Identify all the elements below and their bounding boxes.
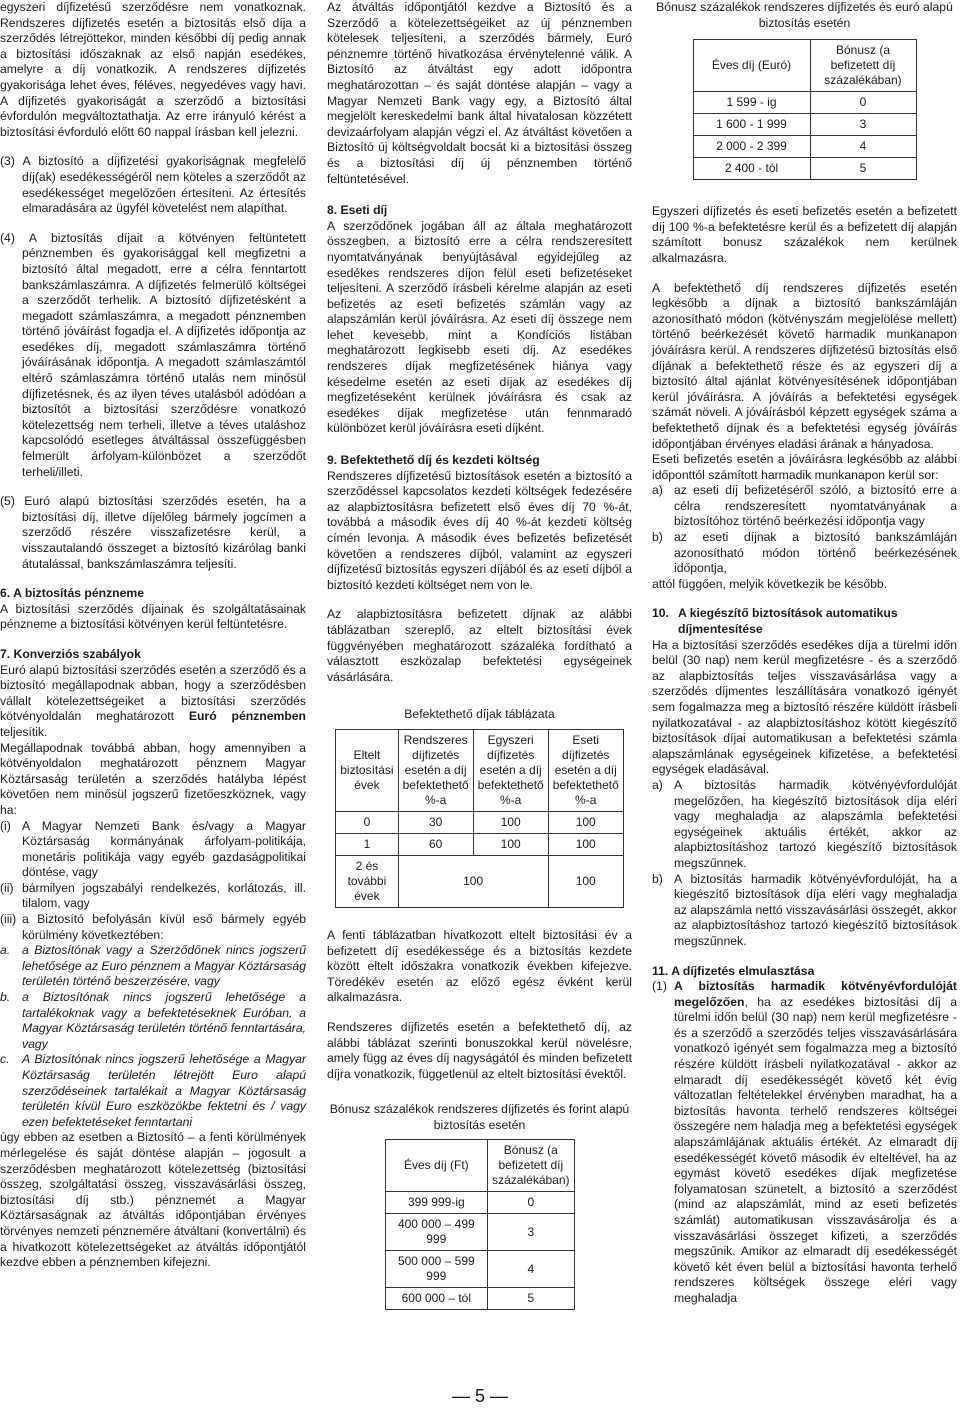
- table-cell: 500 000 – 599 999: [385, 1251, 488, 1288]
- table-header-cell: Bónusz (a befizetett díj százalékában): [810, 40, 916, 92]
- section-heading-6: 6. A biztosítás pénzneme: [0, 586, 145, 601]
- table-cell: 100: [548, 833, 623, 855]
- table-cell: 4: [488, 1251, 574, 1288]
- paragraph: A szerződőnek jogában áll az általa meghatározott összegben, a biztosító erre a célra rendszeresített nyomtatványának benyújtásával egyidejűleg az esedékes rendszeres díjon felül eseti befizetéseket teljesíteni. A szerződő írásbeli kérelme alapján az eseti befizetés az eseti befizetés számlán vagy az alapszámlán kerül jóváírásra. Az eseti díj összege nem lehet kevesebb, mint a Kondíciós listában meghatározott legkisebb eseti díj. Az esedékes rendszeres díjak megfizetésének hiánya vagy késedelme esetén az eseti díjak az esedékes díj megfizetéseként kerülnek jóváírásra és csak az esedékes díjak megfizetése után fennmaradó különbözet kerül jóváírásra eseti díjként.: [327, 218, 632, 436]
- list-text: A Magyar Nemzeti Bank és/vagy a Magyar Köztársaság kormányának árfolyam-politikája, monetáris politikája vagy egyéb gazdaságpolitikai döntése, vagy: [22, 818, 306, 880]
- table-row: [336, 811, 624, 833]
- table-cell: 5: [488, 1288, 574, 1310]
- table-cell: 1: [336, 833, 398, 855]
- text: Euró alapú biztosítási szerződés esetén a szerződő és a biztosító megállapodnak abban, hogy a szerződésben vállalt kötelezettségeiket a biztosítási szerződés kötvényoldalán meghatározott: [0, 662, 306, 724]
- paragraph: Megállapodnak továbbá abban, hogy amennyiben a kötvényoldalon meghatározott pénznem Magyar Köztársaság területén a szerződés hatályba lépést követően nem minősül jogszerű fizetőeszköznek, vagy ha:: [0, 740, 306, 817]
- table-row: [693, 136, 916, 158]
- page-number: — 5 —: [451, 1386, 508, 1406]
- table-row: [693, 114, 916, 136]
- list-item: [652, 872, 957, 950]
- list-text: bármilyen jogszabályi rendelkezés, korlátozás, ill. tilalom, vagy: [22, 880, 306, 911]
- column-middle: [327, 0, 632, 1310]
- table-cell: 100: [398, 855, 548, 907]
- paragraph: Ha a biztosítási szerződés esedékes díja a türelmi időn belül (30 nap) nem kerül megfizetésre - és a szerződő az alapbiztosítás teljes visszavásárlása vagy a szerződés díjmentes leszállítására vonatkozó igényét sem fogalmazza meg a biztosító részére küldött írásbeli nyilatkozatával - az alapbiztosításhoz kötött kiegészítő biztosítások díjai automatikusan a befektetési számla alapszámlának egységeinek kifizetése, a befektetési egységek eladásával.: [652, 637, 957, 777]
- ab-list: [652, 483, 957, 577]
- emphasis-text: Euró pénznemben: [188, 709, 306, 724]
- table-cell: 2 és további évek: [336, 855, 398, 907]
- table-header-cell: Éves díj (Ft): [385, 1140, 488, 1192]
- paragraph: Rendszeres díjfizetésű biztosítások esetén a biztosító a szerződéssel kapcsolatos kezdeti költségek fedezésére az alapbiztosításra befizetett első éves díj 70 %-át, továbbá a második éves díj 40 %-át kezdeti költség címén levonja. A második éves befizetés befizetését követően a rendszeres díjból, valamint az egyszeri díjfizetésű biztosítás egyszeri díjából és az eseti díjból a biztosító kezdeti költséget nem von le.: [327, 468, 632, 592]
- table-row: [385, 1251, 574, 1288]
- table-cell: 30: [398, 811, 473, 833]
- table-cell: 0: [810, 92, 916, 114]
- paragraph: Az alapbiztosításra befizetett díjnak az alábbi táblázatban szereplő, az eltelt biztosítási évek függvényében meghatározott százaléka fordítható a választott eszközalap befektetési egységeinek vásárlására.: [327, 607, 632, 684]
- list-text: a Biztosító befolyásán kívül eső bármely egyéb körülmény következtében:: [22, 912, 306, 942]
- list-text: az eseti díj befizetéséről szóló, a biztosító erre a célra rendszeresített nyomtatványának a biztosítóhoz történő beérkezési időpontja vagy: [674, 483, 957, 529]
- table-header-cell: Éves díj (Euró): [693, 40, 810, 92]
- paragraph-4: (4) A biztosítás díjait a kötvényen feltüntetett pénznemben és gyakorisággal kell megfizetni a biztosító által megadott, erre a célra fenntartott bankszámlaszámra. A díjfizetés felmerülő költségei a szerződőt terhelik. A biztosító díjfizetésként a megadott számlaszámra, a megadott pénznemben történő jóváírást fogadja el. A díjfizetés időpontja az esedékes díj, megadott számlaszámra történő jóváírásának időpontja. A megadott számlaszámtól eltérő számlaszámra történő utalás nem minősül díjfizetésnek, és az ilyen téves utalásból adódóan a biztosítót a biztosítási szerződésre vonatkozó kötelezettség nem terheli, illetve a téves utaláshoz kapcsolódó esetleges átváltással összefüggésben felmerült árfolyam-különbözet a szerződőt terheli/illeti.: [0, 230, 306, 479]
- table-cell: 2 400 - tól: [693, 158, 810, 180]
- paragraph: attól függően, melyik következik be később.: [652, 576, 888, 591]
- table-cell: 4: [810, 136, 916, 158]
- table-row: [336, 855, 624, 907]
- table-cell: 3: [488, 1214, 574, 1251]
- list-text: A biztosítás harmadik kötvényévfordulóját, ha a kiegészítő biztosítások díja eléri vagy meghaladja az alapszámla nettó visszavásárlási összegét, akkor az alapbiztosításhoz tartozó kiegészítő biztosítások megszűnnek.: [674, 871, 957, 948]
- bonus-huf-table-block: [327, 1102, 632, 1310]
- section-heading-11: 11. A díjfizetés elmulasztása: [652, 963, 815, 978]
- roman-list: [0, 819, 306, 944]
- automatic-waiver-list: [652, 778, 957, 950]
- table-caption: Befektethető díjak táblázata: [404, 707, 555, 722]
- bonus-eur-table-block: [652, 0, 957, 180]
- section-heading-8: 8. Eseti díj: [327, 203, 388, 218]
- list-text: A Biztosítónak nincs jogszerű lehetősége a Magyar Köztársaság területén létrejött Euro alapú szerződéseinek tartalékait a Magyar Köztársaság területén kívül Euro eszközökbe fektetni és / vagy ezen befektetéseket fenntartani: [22, 1052, 306, 1129]
- paragraph: A biztosítási szerződés díjainak és szolgáltatásainak pénzneme a biztosítási kötvényen kerül feltüntetésre.: [0, 601, 306, 632]
- paragraph: A fenti táblázatban hivatkozott eltelt biztosítási év a befizetett díj esedékessége és a biztosítás kezdete között eltelt időszakra vonatkozik években kifejezve. Töredékév esetén az előző egész évként kerül alkalmazásra.: [327, 927, 632, 1005]
- investable-premium-table: [335, 729, 624, 908]
- table-header-cell: Eseti díjfizetés esetén a díj befektethető %-a: [548, 729, 623, 811]
- table-cell: 100: [473, 811, 548, 833]
- paragraph: egyszeri díjfizetésű szerződésre nem vonatkoznak. Rendszeres díjfizetés esetén a biztosítás első díja a szerződés létrejöttekor, minden későbbi díj pedig annak a biztosítási időszaknak az első napján esedékes, amelyre a díj vonatkozik. A rendszeres díjfizetés gyakorisága lehet éves, féléves, negyedéves vagy havi. A díjfizetés gyakoriságát a szerződő a biztosítási évfordulón megváltoztathatja. Az erre irányuló kérést a biztosítási évforduló előtt 60 nappal írásban kell jelezni.: [0, 0, 306, 139]
- table-row: [693, 158, 916, 180]
- list-text: a Biztosítónak vagy a Szerződőnek nincs jogszerű lehetősége az Euro pénznem a Magyar Köztársaság területén történő beszerzésére, vagy: [22, 943, 306, 989]
- column-right: [652, 0, 957, 1307]
- paragraph: A befektethető díj rendszeres díjfizetés esetén legkésőbb a díjnak a biztosító bankszámláján azonosítható módon (kötvényszám megjelölése mellett) történő beérkezését követő harmadik munkanapon jóváírásra kerül. A rendszeres díjfizetésű biztosítás első díjának a befektethető része és az egyszeri díj a biztosító által ajánlat kötvényesítésének időpontjában kerül jóváírásra. A jóváírás a befektetési egységek számát növeli. A jóváírásból képzett egységek száma a befektethető díjnak és a befektetési egység jóváírás időpontjában érvényes eladási árának a hányadosa.: [652, 280, 957, 451]
- list-text: a Biztosítónak nincs jogszerű lehetősége a tartalékoknak vagy a befektetéseknek Euróban, a Magyar Köztársaság területén történő fenntartására, vagy: [22, 990, 306, 1051]
- table-cell: 5: [810, 158, 916, 180]
- bonus-huf-table: [385, 1139, 575, 1310]
- emphasis-text: A biztosítás harmadik kötvényévfordulóját megelőzően: [674, 979, 957, 1009]
- table-row: [385, 1192, 574, 1214]
- table-header-cell: Egyszeri díjfizetés esetén a díj befektethető %-a: [473, 729, 548, 811]
- list-item: [0, 1052, 306, 1130]
- alpha-list: [0, 943, 306, 1130]
- table-cell: 1 600 - 1 999: [693, 114, 810, 136]
- list-marker: (i): [0, 818, 11, 833]
- table-row: [385, 1288, 574, 1310]
- list-marker: (ii): [0, 880, 14, 895]
- list-item: [0, 819, 306, 881]
- table-cell: 1 599 - ig: [693, 92, 810, 114]
- table-cell: 399 999-ig: [385, 1192, 488, 1214]
- list-marker: a): [652, 483, 663, 498]
- paragraph-5: (5) Euró alapú biztosítási szerződés esetén, ha a biztosítási díj, illetve díjelőleg bármely jogcímen a szerződő részére visszafizetésre kerül, a visszautalandó összeget a biztosító kizárólag banki átutalással, bankszámlaszámra teljesíti.: [0, 494, 306, 571]
- list-marker: c.: [0, 1052, 10, 1067]
- paragraph: Az átváltás időpontjától kezdve a Biztosító és a Szerződő a kötelezettségeiket az új pénznemben kötelesek teljesíteni, a szerződés bármely, Euró pénznemre történő hivatkozása érvénytelenné válik. A Biztosító az átváltást egy adott időpontra meghatározottan – és saját döntése alapján – vagy a Magyar Nemzeti Bank vagy egy, a Biztosító által megjelölt kereskedelmi bank által hivatalosan közzétett devizaárfolyam alapján végzi el. Az átváltást követően a Biztosító új költségvoldalt bocsát ki a biztosítási összeg és a biztosítási díj új pénznemben történő feltüntetésével.: [327, 0, 632, 186]
- table-cell: 2 000 - 2 399: [693, 136, 810, 158]
- list-marker: b.: [0, 990, 11, 1005]
- list-marker: a): [652, 777, 663, 792]
- list-text: az eseti díjnak a biztosító bankszámláján azonosítható módon történő beérkezésének időpontja,: [674, 530, 957, 576]
- paragraph: Rendszeres díjfizetés esetén a befektethető díj, az alábbi táblázat szerinti bonuszokkal kerül növelésre, amely függ az éves díj nagyságától és minden befizetett díjra vonatkozik, függetlenül az eltelt biztosítási évektől.: [327, 1019, 632, 1081]
- section-heading-10: [652, 606, 957, 637]
- table-header-row: [385, 1140, 574, 1192]
- text: teljesítik.: [0, 724, 48, 739]
- list-item: [0, 990, 306, 1052]
- paragraph: Eseti befizetés esetén a jóváírásra legkésőbb az alábbi időponttól számított harmadik munkanapon kerül sor:: [652, 452, 957, 482]
- table-cell: 0: [488, 1192, 574, 1214]
- table-cell: 600 000 – tól: [385, 1288, 488, 1310]
- heading-text: A kiegészítő biztosítások automatikus díjmentesítése: [678, 606, 898, 637]
- text: , ha az esedékes biztosítási díj a türelmi időn belül (30 nap) nem kerül megfizetésre - és a szerződő a szerződés teljes visszavásárlására vonatkozó igényét sem fogalmazza meg a biztosító részére küldött írásbeli nyilatkozatával - akkor az elmaradt díj esedékességét követő két évig változatlan feltételekkel érvényben maradhat, ha a biztosítás havonta terhelő rendszeres költségei összegére nem haladja meg a befektetési egységek alapszámlájának aktuális értékét. Az elmaradt díj esedékességét követő második év elteltével, ha az egymást követő esedékes díjak megfizetése folyamatosan szünetelt, a biztosító a szerződést (mind az alapszámlát, mind az eseti befizetés számlát) automatikusan visszavásárolja és a visszavásárlási összeget kifizeti, a szerződés megszűnik. Amikor az elmaradt díj esedékességét követő két éven belül a biztosítási havonta terhelő rendszeres költségek összege eléri vagy meghaladja: [674, 994, 957, 1305]
- list-item: [0, 943, 306, 990]
- table-header-row: [693, 40, 916, 92]
- table-caption: Bónusz százalékok rendszeres díjfizetés és forint alapú biztosítás esetén: [329, 1102, 630, 1132]
- table-header-row: [336, 729, 624, 811]
- table-cell: 100: [548, 811, 623, 833]
- table-header-cell: Rendszeres díjfizetés esetén a díj befektethető %-a: [398, 729, 473, 811]
- table-row: [693, 92, 916, 114]
- paragraph: úgy ebben az esetben a Biztosító – a fenti körülmények mérlegelése és saját döntése alapján – jogosult a szerződésben meghatározott kötelezettség (biztosítási összeg, szolgáltatási összeg, visszavásárlási összeg, biztosítási díj stb.) pénznemét a Magyar Köztársaságnak az átváltás időpontjában érvényes törvényes nemzeti pénznemére átváltani (konvertálni) és a hivatkozott kötelezettségeket az átváltás időpontjától kezdve ebben a pénznemben kifejezni.: [0, 1130, 306, 1270]
- table-header-cell: Eltelt biztosítási évek: [336, 729, 398, 811]
- list-marker: (iii): [0, 912, 17, 927]
- table-row: [336, 833, 624, 855]
- list-marker: b): [652, 530, 663, 545]
- section-heading-7: 7. Konverziós szabályok: [0, 646, 141, 661]
- table-cell: 3: [810, 114, 916, 136]
- list-marker: b): [652, 871, 663, 886]
- heading-number: 10.: [652, 606, 669, 621]
- list-text: [674, 979, 957, 1306]
- table-caption: Bónusz százalékok rendszeres díjfizetés és euró alapú biztosítás esetén: [656, 0, 953, 30]
- table-header-cell: Bónusz (a befizetett díj százalékában): [488, 1140, 574, 1192]
- list-item: [652, 530, 957, 577]
- column-left: [0, 0, 306, 1271]
- table-row: [385, 1214, 574, 1251]
- paragraph: [0, 663, 306, 741]
- list-text: A biztosítás harmadik kötvényévfordulóját megelőzően, ha kiegészítő biztosítások díja eléri vagy meghaladja az alapszámla befektetési egységeinek aktuális értékét, akkor az alapbiztosításhoz tartozó kiegészítő biztosítások megszűnnek.: [674, 777, 957, 870]
- list-item: [652, 778, 957, 872]
- list-item: [652, 979, 957, 1306]
- paragraph-3: (3) A biztosító a díjfizetési gyakoriságnak megfelelő díj(ak) esedékességéről nem köteles a szerződőt az esedékességet megelőzően értesíteni. Az értesítés elmaradására az ügyfél követelést nem alapíthat.: [0, 154, 306, 216]
- bonus-eur-table: [693, 39, 917, 180]
- list-item: [652, 483, 957, 530]
- table-cell: 100: [548, 855, 623, 907]
- table-cell: 100: [473, 833, 548, 855]
- table-cell: 400 000 – 499 999: [385, 1214, 488, 1251]
- section-heading-9: 9. Befektethető díj és kezdeti költség: [327, 453, 540, 468]
- table-cell: 60: [398, 833, 473, 855]
- table-cell: 0: [336, 811, 398, 833]
- list-marker: a.: [0, 943, 11, 958]
- list-item: [0, 912, 306, 943]
- investable-premium-table-block: [327, 707, 632, 908]
- paragraph: Egyszeri díjfizetés és eseti befizetés esetén a befizetett díj 100 %-a befektetésre kerül és a befizetett díj alapján számított bonusz százalékok nem kerülnek alkalmazásra.: [652, 204, 957, 265]
- list-marker: (1): [652, 979, 667, 994]
- list-item: [0, 881, 306, 912]
